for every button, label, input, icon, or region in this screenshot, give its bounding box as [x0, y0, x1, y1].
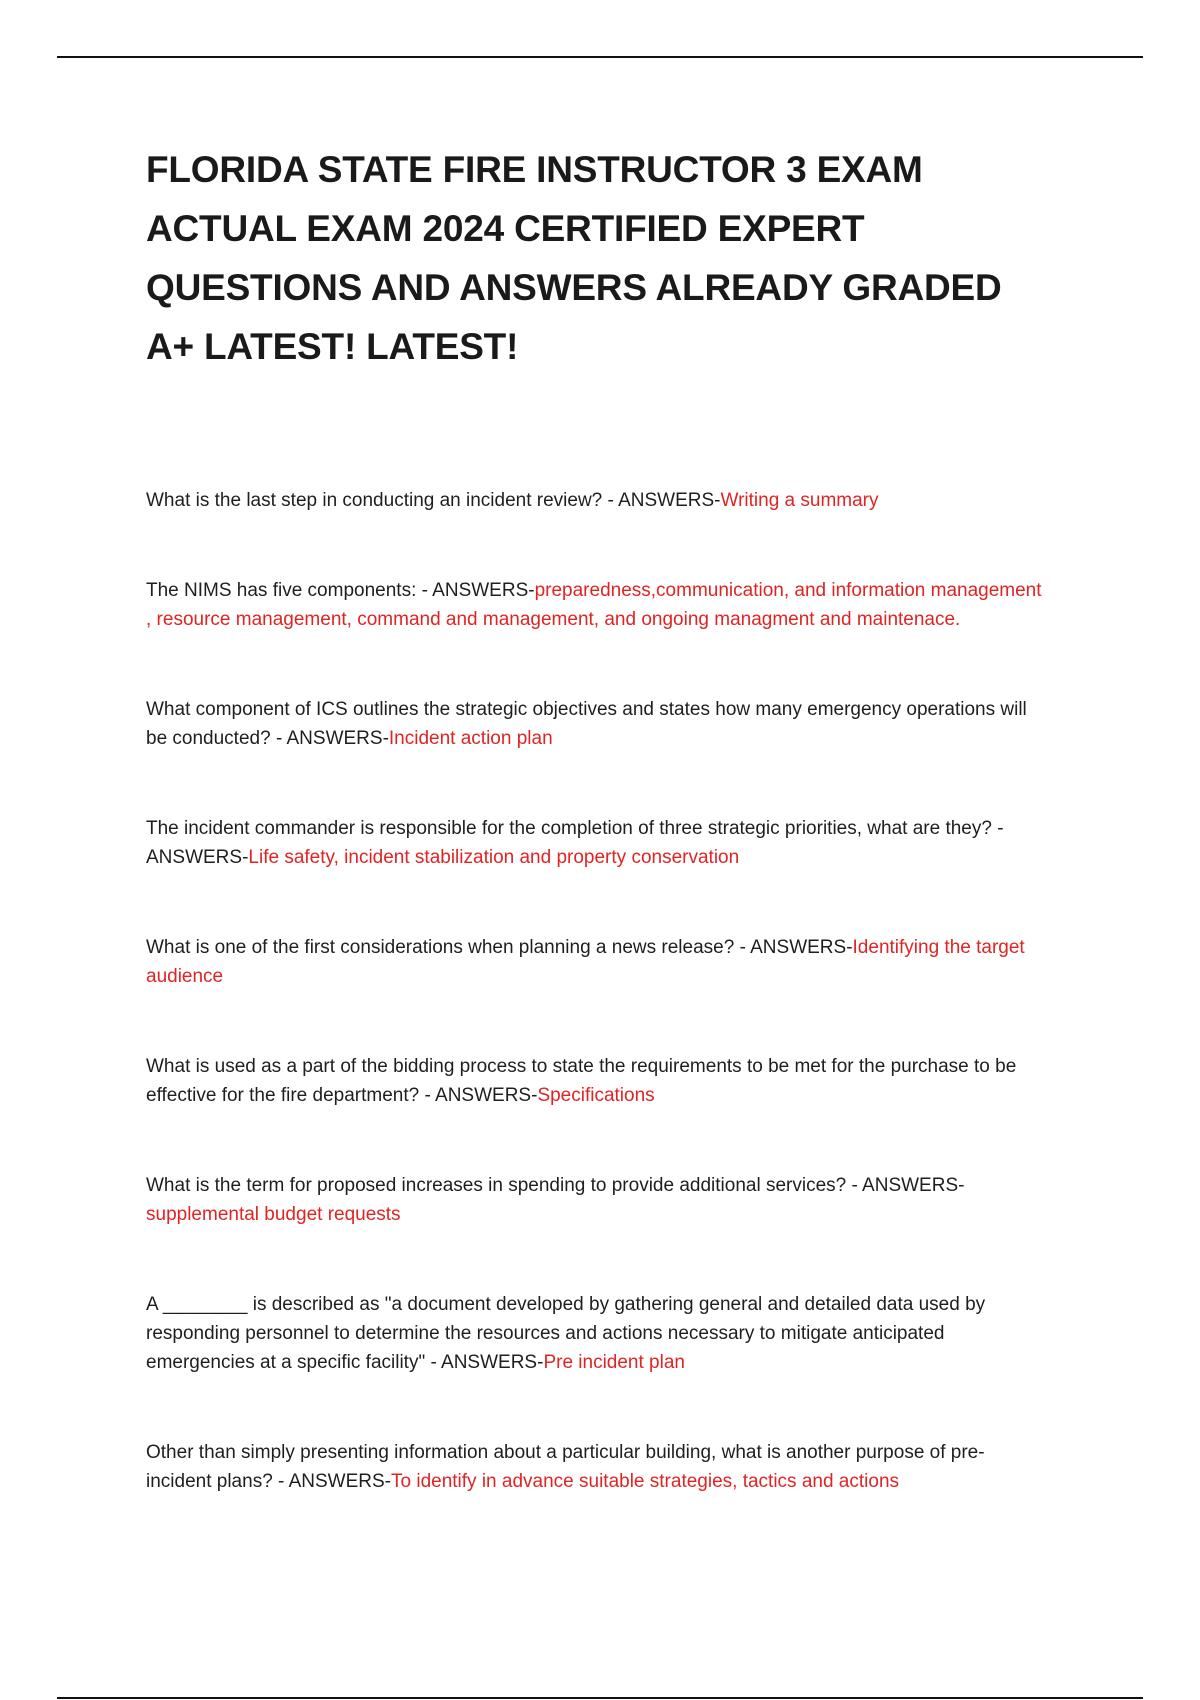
answer-text: Identifying the target audience — [146, 937, 1025, 987]
document-title: FLORIDA STATE FIRE INSTRUCTOR 3 EXAM ACTUAL EXAM 2024 CERTIFIED EXPERT QUESTIONS AND ANSWERS ALREADY GRADED A+ LATEST! LATEST! — [146, 149, 1002, 367]
answer-text: preparedness,communication, and information management , resource management, command and management, and ongoing managment and maintenace. — [146, 580, 1042, 630]
top-rule — [57, 56, 1143, 58]
question-text: What is the last step in conducting an incident review? — [146, 490, 603, 511]
answer-text: To identify in advance suitable strategies, tactics and actions — [391, 1471, 900, 1492]
qa-item — [146, 486, 1046, 515]
answer-prefix: - ANSWERS- — [419, 1085, 538, 1106]
answer-text: Writing a summary — [720, 490, 879, 511]
answer-prefix: - ANSWERS- — [425, 1352, 544, 1373]
question-text: The incident commander is responsible for the completion of three strategic priorities, what are they? — [146, 818, 992, 839]
question-text: What is one of the first considerations when planning a news release? — [146, 937, 735, 958]
answer-prefix: - ANSWERS- — [602, 490, 721, 511]
question-text: The NIMS has five components: — [146, 580, 417, 601]
answer-text: Specifications — [537, 1085, 655, 1106]
answer-text: Incident action plan — [388, 728, 553, 749]
bottom-rule — [57, 1697, 1143, 1699]
title-block — [146, 140, 1046, 376]
answer-prefix: - ANSWERS- — [146, 818, 1004, 868]
answer-text: Pre incident plan — [543, 1352, 685, 1373]
qa-item — [146, 576, 1046, 634]
question-text: Other than simply presenting information about a particular building, what is another purpose of pre-incident plans? — [146, 1442, 985, 1492]
question-text: What is used as a part of the bidding process to state the requirements to be met for the purchase to be effective for the fire department? — [146, 1056, 1017, 1106]
qa-list — [146, 486, 1046, 1496]
qa-item — [146, 933, 1046, 991]
answer-prefix: - ANSWERS- — [734, 937, 853, 958]
answer-prefix: - ANSWERS- — [846, 1175, 965, 1196]
question-text: What is the term for proposed increases in spending to provide additional services? — [146, 1175, 847, 1196]
qa-item — [146, 695, 1046, 753]
question-text: A ________ is described as "a document developed by gathering general and detailed data used by responding personnel to determine the resources and actions necessary to mitigate anticipated emergencies at a specific facility" — [146, 1294, 986, 1373]
qa-item — [146, 1438, 1046, 1496]
qa-item — [146, 1290, 1046, 1377]
answer-prefix: - ANSWERS- — [270, 728, 389, 749]
question-text: What component of ICS outlines the strategic objectives and states how many emergency operations will be conducted? — [146, 699, 1027, 749]
answer-prefix: - ANSWERS- — [416, 580, 535, 601]
qa-item — [146, 814, 1046, 872]
qa-item — [146, 1052, 1046, 1110]
qa-item — [146, 1171, 1046, 1229]
answer-text: Life safety, incident stabilization and property conservation — [248, 847, 740, 868]
answer-text: supplemental budget requests — [146, 1204, 401, 1225]
answer-prefix: - ANSWERS- — [272, 1471, 391, 1492]
